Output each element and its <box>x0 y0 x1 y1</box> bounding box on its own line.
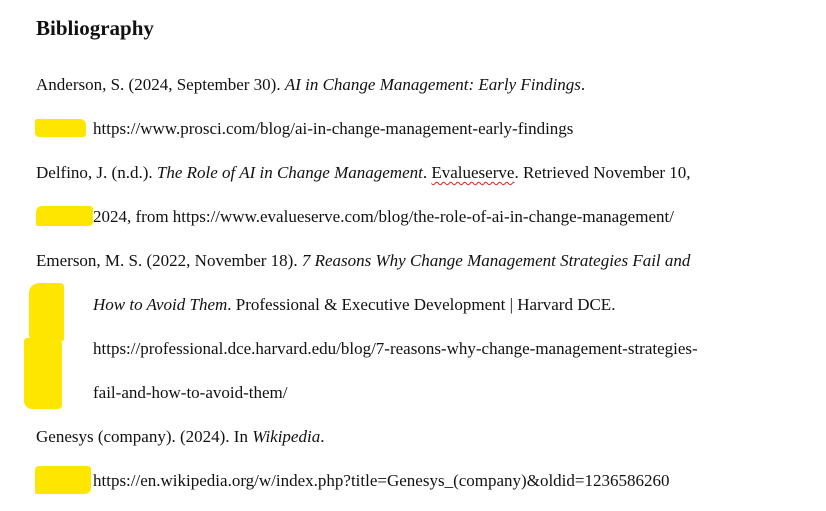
entry-source: Wikipedia <box>252 427 321 446</box>
entry-author-date: Anderson, S. (2024, September 30). <box>36 75 285 94</box>
entry-title: The Role of AI in Change Management <box>156 163 423 182</box>
entry-delfino <box>36 162 691 184</box>
entry-delfino-retrieved-url[interactable]: 2024, from https://www.evalueserve.com/blog/the-role-of-ai-in-change-management/ <box>93 207 674 226</box>
entry-publisher-misspelled[interactable]: Evalueserve <box>431 163 515 182</box>
entry-title: 7 Reasons Why Change Management Strategies Fail and <box>301 251 691 270</box>
entry-punctuation: . <box>422 163 432 182</box>
entry-genesys-url[interactable]: https://en.wikipedia.org/w/index.php?title=Genesys_(company)&oldid=1236586260 <box>93 471 670 490</box>
entry-emerson-url-cont[interactable]: fail-and-how-to-avoid-them/ <box>93 383 288 402</box>
entry-emerson <box>36 250 690 272</box>
bibliography-heading: Bibliography <box>36 16 154 40</box>
entry-emerson-cont <box>93 294 615 316</box>
entry-title: AI in Change Management: Early Findings <box>284 75 581 94</box>
entry-genesys <box>36 426 324 448</box>
entry-anderson <box>36 74 585 96</box>
highlight-mark-4 <box>24 338 62 409</box>
entry-punctuation: . <box>320 427 325 446</box>
entry-emerson-url[interactable]: https://professional.dce.harvard.edu/blog/7-reasons-why-change-management-strategies- <box>93 339 698 358</box>
highlight-mark-2 <box>36 206 93 226</box>
entry-title-cont: How to Avoid Them <box>93 295 228 314</box>
entry-retrieved: . Retrieved November 10, <box>514 163 691 182</box>
highlight-mark-1 <box>35 119 86 137</box>
entry-author-date: Genesys (company). (2024). In <box>36 427 253 446</box>
highlight-mark-3 <box>29 283 64 341</box>
entry-anderson-url[interactable]: https://www.prosci.com/blog/ai-in-change-management-early-findings <box>93 119 574 138</box>
entry-author-date: Emerson, M. S. (2022, November 18). <box>36 251 302 270</box>
entry-author-date: Delfino, J. (n.d.). <box>36 163 157 182</box>
entry-punctuation: . <box>580 75 586 94</box>
entry-publisher: . Professional & Executive Development | Harvard DCE. <box>227 295 616 314</box>
highlight-mark-5 <box>35 466 91 494</box>
